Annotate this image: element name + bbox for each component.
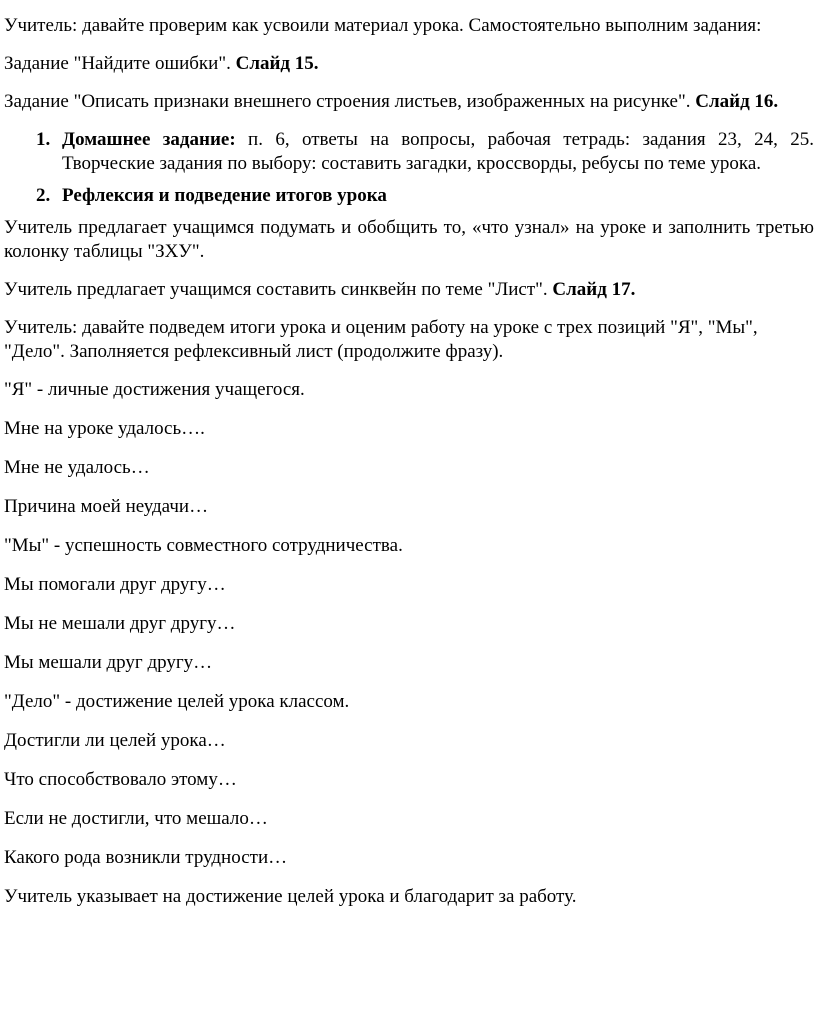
task-find-errors <box>4 52 814 76</box>
text-line: Учитель указывает на достижение целей урока и благодарит за работу. <box>4 886 577 907</box>
text-line: "Мы" - успешность совместного сотрудничества. <box>4 535 403 556</box>
text-line: "Я" - личные достижения учащегося. <box>4 379 305 400</box>
sinkwine-paragraph <box>4 278 814 302</box>
text-line: Мы не мешали друг другу… <box>4 613 236 634</box>
text-line: Достигли ли целей урока… <box>4 730 226 751</box>
numbered-list <box>4 128 814 208</box>
text-line: Если не достигли, что мешало… <box>4 808 268 829</box>
text-line: Что способствовало этому… <box>4 769 237 790</box>
text-line: Мне на уроке удалось…. <box>4 418 205 439</box>
task-describe-leaves-text: Задание "Описать признаки внешнего строения листьев, изображенных на рисунке". <box>4 91 696 112</box>
list-number: 2. <box>36 185 51 206</box>
homework-label: Домашнее задание: <box>62 129 236 150</box>
list-number: 1. <box>36 129 51 150</box>
list-item-homework <box>36 128 814 176</box>
text-line: "Дело" - достижение целей урока классом. <box>4 691 350 712</box>
text-line: Мне не удалось… <box>4 457 150 478</box>
text-line: Мы мешали друг другу… <box>4 652 213 673</box>
slide-15-ref: Слайд 15. <box>235 53 319 74</box>
reflection-label: Рефлексия и подведение итогов урока <box>62 185 387 206</box>
text-line: Мы помогали друг другу… <box>4 574 226 595</box>
homework-text: п. 6, ответы на вопросы, рабочая тетрадь: задания 23, 24, 25. Творческие задания по выбору: составить загадки, кроссворды, ребусы по теме урока. <box>62 129 814 174</box>
sinkwine-text: Учитель предлагает учащимся составить синквейн по теме "Лист". <box>4 279 553 300</box>
summary-paragraph: Учитель: давайте подведем итоги урока и оценим работу на уроке с трех позиций "Я", "Мы", "Дело". Заполняется рефлексивный лист (продолжите фразу). <box>4 317 758 362</box>
list-item-reflection <box>36 184 814 208</box>
slide-16-ref: Слайд 16. <box>695 91 779 112</box>
zhu-table-paragraph: Учитель предлагает учащимся подумать и обобщить то, «что узнал» на уроке и заполнить третью колонку таблицы "ЗХУ". <box>4 217 814 262</box>
slide-17-ref: Слайд 17. <box>552 279 636 300</box>
task-describe-leaves <box>4 90 814 114</box>
text-line: Причина моей неудачи… <box>4 496 209 517</box>
task-find-errors-text: Задание "Найдите ошибки". <box>4 53 236 74</box>
intro-paragraph: Учитель: давайте проверим как усвоили материал урока. Самостоятельно выполним задания: <box>4 15 762 36</box>
document-page <box>0 14 816 1036</box>
text-line: Какого рода возникли трудности… <box>4 847 288 868</box>
